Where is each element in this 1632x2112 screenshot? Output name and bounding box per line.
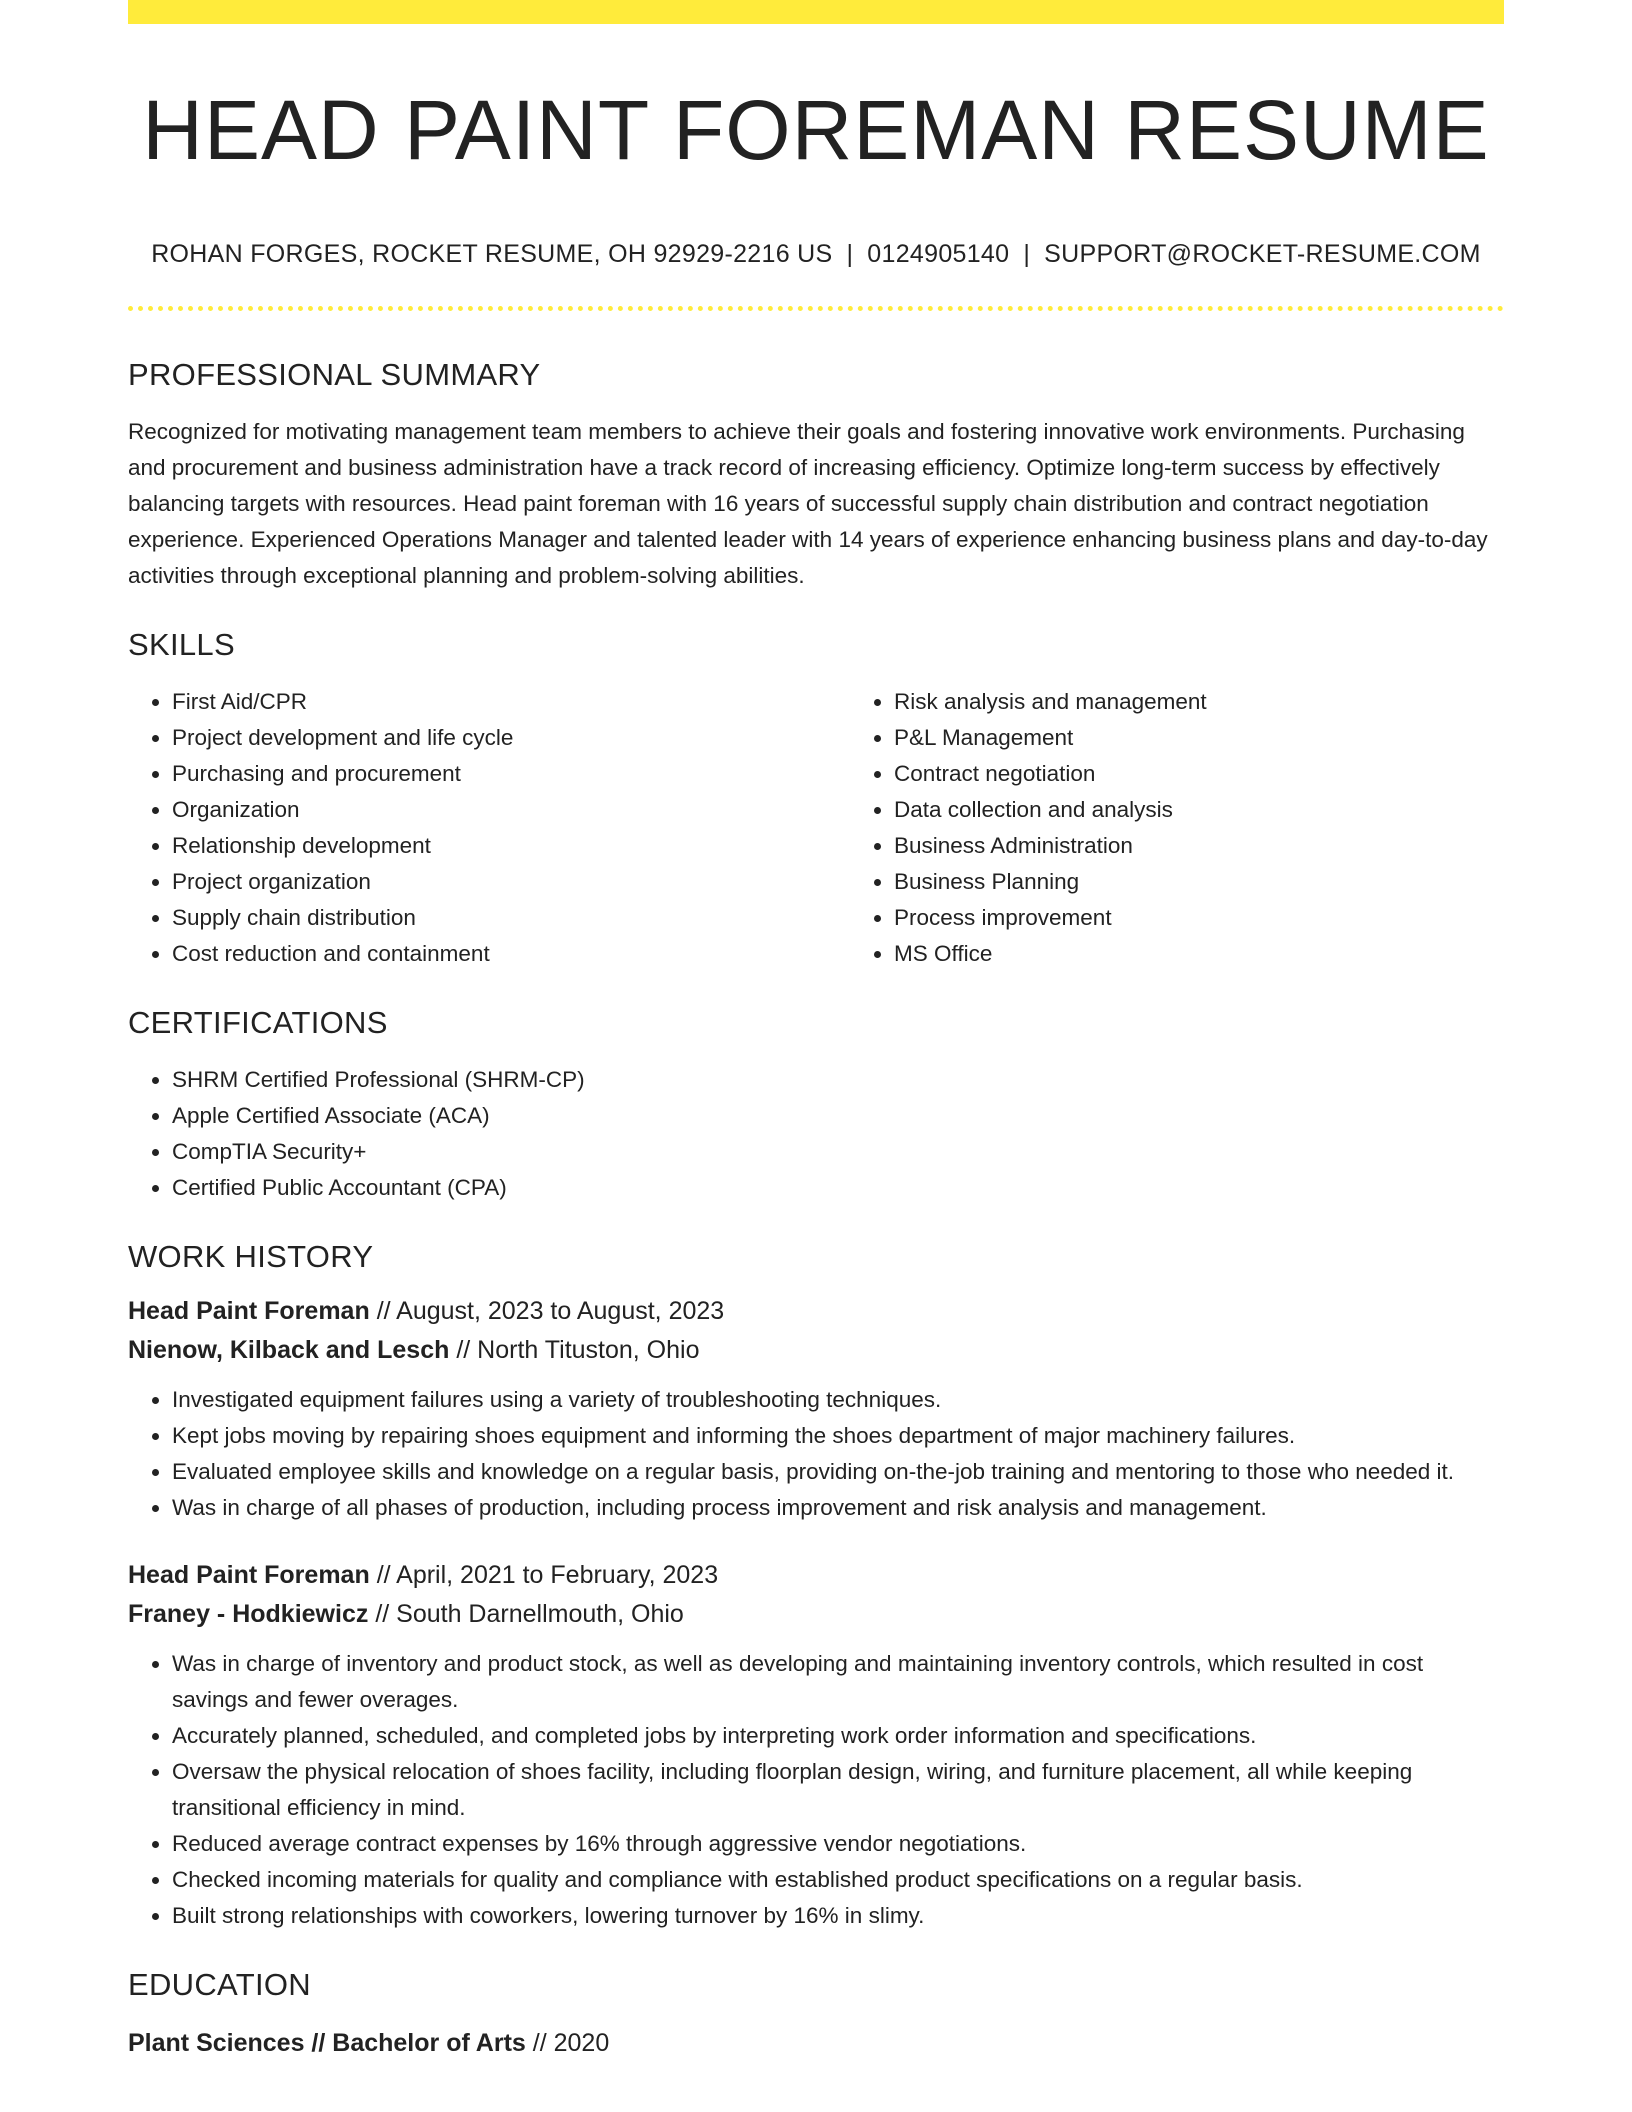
page-title: HEAD PAINT FOREMAN RESUME	[142, 83, 1490, 177]
job-bullet: • Was in charge of all phases of production, including process improvement and risk analysis and management.	[172, 1490, 1504, 1526]
skill-item: • Contract negotiation	[894, 756, 1572, 792]
dotted-divider	[128, 306, 1504, 311]
job-bullet: • Accurately planned, scheduled, and completed jobs by interpreting work order information and specifications.	[172, 1718, 1504, 1754]
skill-item: • Data collection and analysis	[894, 792, 1572, 828]
job-bullet: • Was in charge of inventory and product stock, as well as developing and maintaining inventory controls, which resulted in cost savings and fewer overages.	[172, 1646, 1504, 1718]
education-entry	[128, 2024, 1504, 2063]
skill-item: • Purchasing and procurement	[172, 756, 850, 792]
job-company-line	[128, 1331, 1504, 1370]
job-bullet: • Oversaw the physical relocation of shoes facility, including floorplan design, wiring, and furniture placement, all while keeping transitional efficiency in mind.	[172, 1754, 1504, 1826]
skill-item: • P&L Management	[894, 720, 1572, 756]
job-dates: // August, 2023 to August, 2023	[376, 1297, 725, 1325]
education-year: // 2020	[532, 2029, 610, 2057]
section-spacer	[128, 1934, 1504, 1960]
job-dates: // April, 2021 to February, 2023	[376, 1561, 719, 1589]
skills-section	[128, 620, 1504, 972]
job-location: // South Darnellmouth, Ohio	[375, 1600, 684, 1628]
skills-heading: SKILLS	[128, 627, 235, 662]
skill-item: • Organization	[172, 792, 850, 828]
job-company-line	[128, 1595, 1504, 1634]
skill-item: • Relationship development	[172, 828, 850, 864]
job-title-line	[128, 1292, 1504, 1331]
job-company: Franey - Hodkiewicz	[128, 1600, 369, 1628]
skills-right-list	[850, 684, 1572, 972]
certification-item: • Apple Certified Associate (ACA)	[172, 1098, 1504, 1134]
job-bullet: • Built strong relationships with coworkers, lowering turnover by 16% in slimy.	[172, 1898, 1504, 1934]
job-entry	[128, 1556, 1504, 1934]
skill-item: • Process improvement	[894, 900, 1572, 936]
job-bullet: • Reduced average contract expenses by 16% through aggressive vendor negotiations.	[172, 1826, 1504, 1862]
job-title-line	[128, 1556, 1504, 1595]
contact-line	[128, 236, 1504, 272]
certification-item: • SHRM Certified Professional (SHRM-CP)	[172, 1062, 1504, 1098]
job-entry	[128, 1292, 1504, 1526]
skill-item: • Business Administration	[894, 828, 1572, 864]
certifications-heading: CERTIFICATIONS	[128, 1005, 388, 1040]
job-bullet: • Checked incoming materials for quality and compliance with established product specifications on a regular basis.	[172, 1862, 1504, 1898]
skill-item: • Project organization	[172, 864, 850, 900]
skill-item: • First Aid/CPR	[172, 684, 850, 720]
work-history-section	[128, 1232, 1504, 1960]
job-bullet: • Evaluated employee skills and knowledge on a regular basis, providing on-the-job training and mentoring to those who needed it.	[172, 1454, 1504, 1490]
skill-item: • Project development and life cycle	[172, 720, 850, 756]
resume-content	[128, 350, 1504, 2063]
work-history-heading: WORK HISTORY	[128, 1239, 374, 1274]
job-location: // North Tituston, Ohio	[456, 1336, 700, 1364]
skill-item: • Risk analysis and management	[894, 684, 1572, 720]
top-accent-bar	[128, 0, 1504, 24]
contact-address: ROHAN FORGES, ROCKET RESUME, OH 92929-2216 US	[151, 240, 833, 268]
certifications-section	[128, 998, 1504, 1206]
job-bullet: • Kept jobs moving by repairing shoes equipment and informing the shoes department of major machinery failures.	[172, 1418, 1504, 1454]
contact-separator: |	[846, 240, 854, 268]
education-heading: EDUCATION	[128, 1967, 311, 2002]
summary-text: Recognized for motivating management team members to achieve their goals and fostering innovative work environments. Purchasing and procurement and business administration have a track record of increasing efficiency. Optimize long-term success by effectively balancing targets with resources. Head paint foreman with 16 years of successful supply chain distribution and contract negotiation experience. Experienced Operations Manager and talented leader with 14 years of experience enhancing business plans and day-to-day activities through exceptional planning and problem-solving abilities.	[128, 419, 1488, 588]
job-bullets	[128, 1382, 1504, 1526]
education-section	[128, 1960, 1504, 2063]
education-degree: Plant Sciences // Bachelor of Arts	[128, 2029, 526, 2057]
skill-item: • MS Office	[894, 936, 1572, 972]
skill-item: • Cost reduction and containment	[172, 936, 850, 972]
contact-phone: 0124905140	[867, 240, 1010, 268]
contact-email: SUPPORT@ROCKET-RESUME.COM	[1044, 240, 1481, 268]
skills-columns	[128, 684, 1504, 972]
job-company: Nienow, Kilback and Lesch	[128, 1336, 450, 1364]
job-bullet: • Investigated equipment failures using a variety of troubleshooting techniques.	[172, 1382, 1504, 1418]
skill-item: • Supply chain distribution	[172, 900, 850, 936]
contact-separator: |	[1023, 240, 1031, 268]
job-title: Head Paint Foreman	[128, 1561, 370, 1589]
skill-item: • Business Planning	[894, 864, 1572, 900]
summary-section	[128, 350, 1504, 594]
skills-left-list	[128, 684, 850, 972]
certifications-list	[128, 1062, 1504, 1206]
job-title: Head Paint Foreman	[128, 1297, 370, 1325]
summary-heading: PROFESSIONAL SUMMARY	[128, 357, 541, 392]
certification-item: • Certified Public Accountant (CPA)	[172, 1170, 1504, 1206]
job-bullets	[128, 1646, 1504, 1934]
certification-item: • CompTIA Security+	[172, 1134, 1504, 1170]
